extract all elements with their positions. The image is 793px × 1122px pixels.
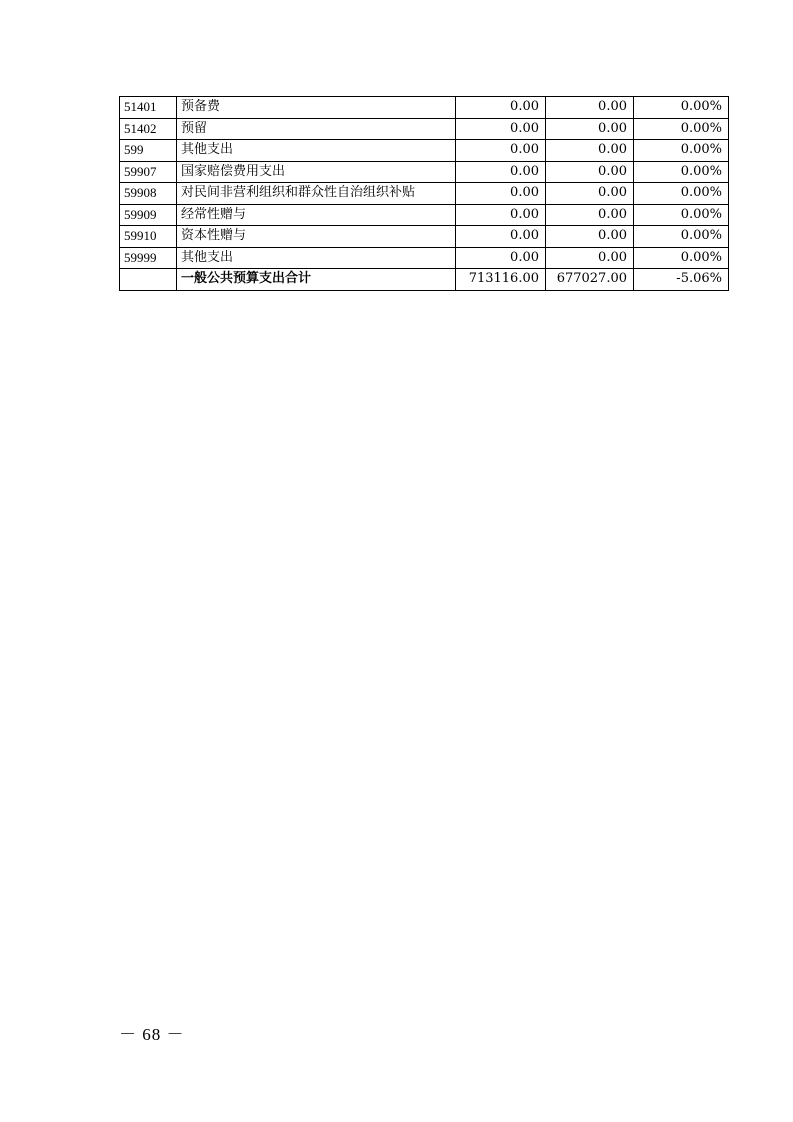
row-code: 51401 bbox=[120, 97, 177, 119]
row-name: 预备费 bbox=[177, 97, 456, 119]
table-row bbox=[120, 183, 729, 205]
row-value-2: 0.00 bbox=[546, 140, 634, 162]
row-value-2: 0.00 bbox=[546, 161, 634, 183]
row-name: 其他支出 bbox=[177, 247, 456, 269]
row-percent: 0.00% bbox=[634, 204, 729, 226]
row-name: 其他支出 bbox=[177, 140, 456, 162]
row-value-1: 0.00 bbox=[456, 204, 546, 226]
total-percent: -5.06% bbox=[634, 269, 729, 291]
row-percent: 0.00% bbox=[634, 161, 729, 183]
row-name: 资本性赠与 bbox=[177, 226, 456, 248]
row-value-2: 0.00 bbox=[546, 97, 634, 119]
row-value-2: 0.00 bbox=[546, 204, 634, 226]
row-percent: 0.00% bbox=[634, 247, 729, 269]
row-code: 59907 bbox=[120, 161, 177, 183]
row-percent: 0.00% bbox=[634, 183, 729, 205]
row-value-1: 0.00 bbox=[456, 183, 546, 205]
row-value-1: 0.00 bbox=[456, 140, 546, 162]
row-percent: 0.00% bbox=[634, 140, 729, 162]
row-code: 59910 bbox=[120, 226, 177, 248]
table-total-row bbox=[120, 269, 729, 291]
total-label: 一般公共预算支出合计 bbox=[177, 269, 456, 291]
row-value-2: 0.00 bbox=[546, 247, 634, 269]
row-value-2: 0.00 bbox=[546, 183, 634, 205]
table-row bbox=[120, 118, 729, 140]
budget-expenditure-table bbox=[119, 96, 729, 291]
table-row bbox=[120, 204, 729, 226]
row-value-1: 0.00 bbox=[456, 161, 546, 183]
row-name: 国家赔偿费用支出 bbox=[177, 161, 456, 183]
row-value-1: 0.00 bbox=[456, 118, 546, 140]
row-value-2: 0.00 bbox=[546, 118, 634, 140]
row-name: 经常性赠与 bbox=[177, 204, 456, 226]
row-name: 预留 bbox=[177, 118, 456, 140]
row-code: 599 bbox=[120, 140, 177, 162]
row-percent: 0.00% bbox=[634, 226, 729, 248]
row-value-1: 0.00 bbox=[456, 97, 546, 119]
row-value-1: 0.00 bbox=[456, 226, 546, 248]
row-code: 59999 bbox=[120, 247, 177, 269]
row-code bbox=[120, 269, 177, 291]
total-value-2: 677027.00 bbox=[546, 269, 634, 291]
table-row bbox=[120, 226, 729, 248]
table-row bbox=[120, 140, 729, 162]
row-code: 59909 bbox=[120, 204, 177, 226]
table-row bbox=[120, 97, 729, 119]
table-row bbox=[120, 161, 729, 183]
row-code: 59908 bbox=[120, 183, 177, 205]
row-code: 51402 bbox=[120, 118, 177, 140]
row-percent: 0.00% bbox=[634, 118, 729, 140]
row-name: 对民间非营利组织和群众性自治组织补贴 bbox=[177, 183, 456, 205]
row-percent: 0.00% bbox=[634, 97, 729, 119]
page-number: － 68 － bbox=[119, 1025, 185, 1044]
row-value-2: 0.00 bbox=[546, 226, 634, 248]
total-value-1: 713116.00 bbox=[456, 269, 546, 291]
row-value-1: 0.00 bbox=[456, 247, 546, 269]
table-row bbox=[120, 247, 729, 269]
